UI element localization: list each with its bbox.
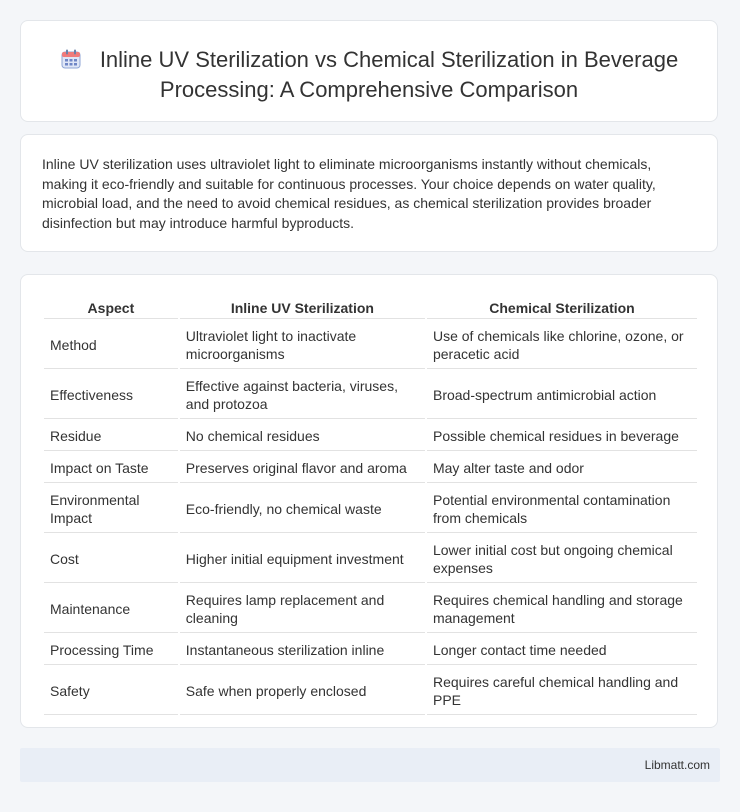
chemical-cell: Longer contact time needed <box>427 635 697 665</box>
aspect-cell: Impact on Taste <box>44 453 178 483</box>
table-row <box>44 421 697 451</box>
uv-cell: Safe when properly enclosed <box>180 667 425 715</box>
aspect-cell: Safety <box>44 667 178 715</box>
column-header: Chemical Sterilization <box>427 297 697 319</box>
aspect-cell: Environmental Impact <box>44 485 178 533</box>
uv-cell: Eco-friendly, no chemical waste <box>180 485 425 533</box>
aspect-cell: Residue <box>44 421 178 451</box>
aspect-cell: Cost <box>44 535 178 583</box>
title-text: Inline UV Sterilization vs Chemical Sterilization in Beverage Processing: A Comprehensive Comparison <box>99 47 679 102</box>
uv-cell: Higher initial equipment investment <box>180 535 425 583</box>
table-row <box>44 321 697 369</box>
uv-cell: Effective against bacteria, viruses, and protozoa <box>180 371 425 419</box>
comparison-table <box>42 295 699 717</box>
chemical-cell: Use of chemicals like chlorine, ozone, or peracetic acid <box>427 321 697 369</box>
aspect-cell: Maintenance <box>44 585 178 633</box>
uv-cell: Preserves original flavor and aroma <box>180 453 425 483</box>
chemical-cell: Broad-spectrum antimicrobial action <box>427 371 697 419</box>
uv-cell: Ultraviolet light to inactivate microorganisms <box>180 321 425 369</box>
table-row <box>44 371 697 419</box>
chemical-cell: Requires careful chemical handling and PPE <box>427 667 697 715</box>
table-row <box>44 635 697 665</box>
chemical-cell: May alter taste and odor <box>427 453 697 483</box>
aspect-cell: Processing Time <box>44 635 178 665</box>
table-row <box>44 585 697 633</box>
aspect-cell: Effectiveness <box>44 371 178 419</box>
page-title <box>51 45 687 105</box>
footer-bar <box>20 748 720 782</box>
table-row <box>44 535 697 583</box>
chemical-cell: Possible chemical residues in beverage <box>427 421 697 451</box>
table-row <box>44 485 697 533</box>
intro-paragraph: Inline UV sterilization uses ultraviolet light to eliminate microorganisms instantly without chemicals, making it eco-friendly and suitable for continuous processes. Your choice depends on water quality, microbial load, and the need to avoid chemical residues, as chemical sterilization provides broader disinfection but may introduce harmful byproducts. <box>42 156 656 231</box>
uv-cell: Requires lamp replacement and cleaning <box>180 585 425 633</box>
table-header-row <box>44 297 697 319</box>
table-row <box>44 453 697 483</box>
column-header: Inline UV Sterilization <box>180 297 425 319</box>
uv-cell: Instantaneous sterilization inline <box>180 635 425 665</box>
chemical-cell: Lower initial cost but ongoing chemical expenses <box>427 535 697 583</box>
calendar-icon <box>60 48 82 70</box>
comparison-card <box>20 274 718 728</box>
chemical-cell: Requires chemical handling and storage management <box>427 585 697 633</box>
header-card <box>20 20 718 122</box>
aspect-cell: Method <box>44 321 178 369</box>
footer-brand: Libmatt.com <box>644 758 710 772</box>
table-row <box>44 667 697 715</box>
chemical-cell: Potential environmental contamination from chemicals <box>427 485 697 533</box>
intro-card <box>20 134 718 252</box>
column-header: Aspect <box>44 297 178 319</box>
uv-cell: No chemical residues <box>180 421 425 451</box>
